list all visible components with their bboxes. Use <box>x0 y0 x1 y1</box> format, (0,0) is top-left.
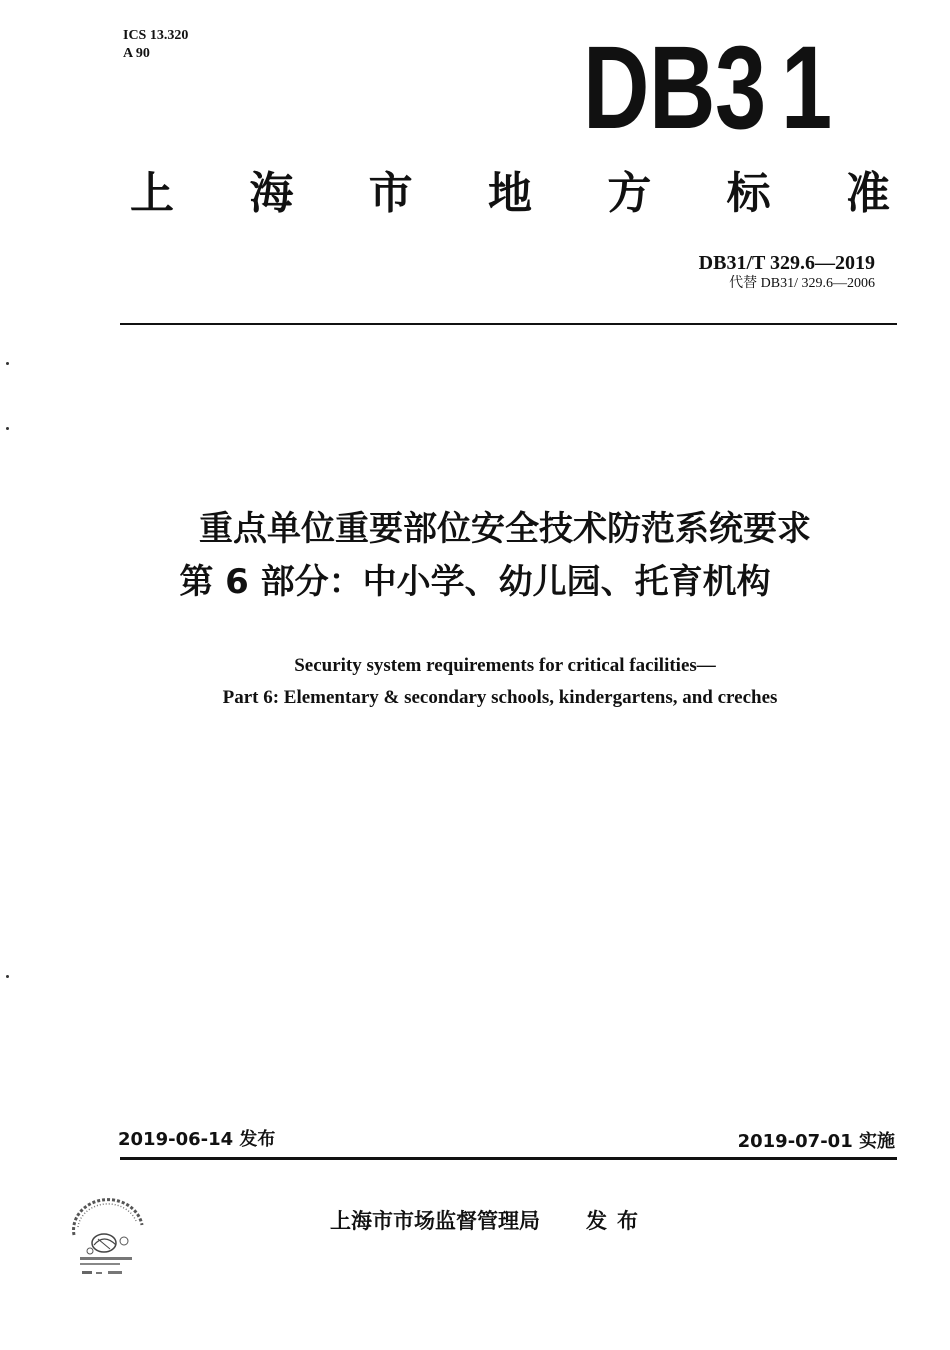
document-title-chinese <box>0 503 950 609</box>
logo-char: 1 <box>781 22 831 154</box>
heading-char: 标 <box>726 168 771 219</box>
title-en-line2: Part 6: Elementary & secondary schools, kindergartens, and creches <box>222 687 778 708</box>
heading-char: 海 <box>249 168 294 219</box>
issue-date: 2019-06-14 发布 <box>118 1129 276 1150</box>
issuer-name: 上海市市场监督管理局 <box>330 1209 540 1233</box>
heading-char: 地 <box>487 168 532 219</box>
margin-speck <box>6 975 9 978</box>
heading-char: 准 <box>845 168 890 219</box>
margin-speck <box>6 362 9 365</box>
document-title-english <box>0 650 950 714</box>
issuing-authority <box>330 1205 648 1235</box>
logo-char: B <box>649 22 714 154</box>
title-cn-line1: 重点单位重要部位安全技术防范系统要求 <box>199 509 811 549</box>
margin-speck <box>6 427 9 430</box>
issuer-action: 发布 <box>586 1209 648 1233</box>
seal-stamp <box>68 1195 146 1287</box>
logo-char: D <box>583 22 648 154</box>
logo-char: 3 <box>715 22 765 154</box>
header-divider <box>120 323 897 325</box>
ics-classification <box>123 27 188 63</box>
seal-stamp-graphic <box>68 1195 146 1287</box>
heading-char: 上 <box>130 168 174 219</box>
db31-logo <box>583 22 845 154</box>
effective-date: 2019-07-01 实施 <box>737 1131 895 1152</box>
standard-code-block <box>699 251 875 293</box>
footer-divider <box>120 1157 897 1160</box>
standard-code: DB31/T 329.6—2019 <box>698 252 875 274</box>
title-cn-line2: 第 6 部分：中小学、幼儿园、托育机构 <box>179 562 771 602</box>
standard-type-heading <box>130 168 890 220</box>
ccs-code: A 90 <box>123 46 150 61</box>
title-en-line1: Security system requirements for critical facilities— <box>294 655 716 676</box>
ics-code: ICS 13.320 <box>123 28 189 43</box>
heading-char: 市 <box>368 168 413 219</box>
heading-char: 方 <box>607 168 652 219</box>
replaced-standard-code: 代替 DB31/ 329.6—2006 <box>729 276 875 291</box>
